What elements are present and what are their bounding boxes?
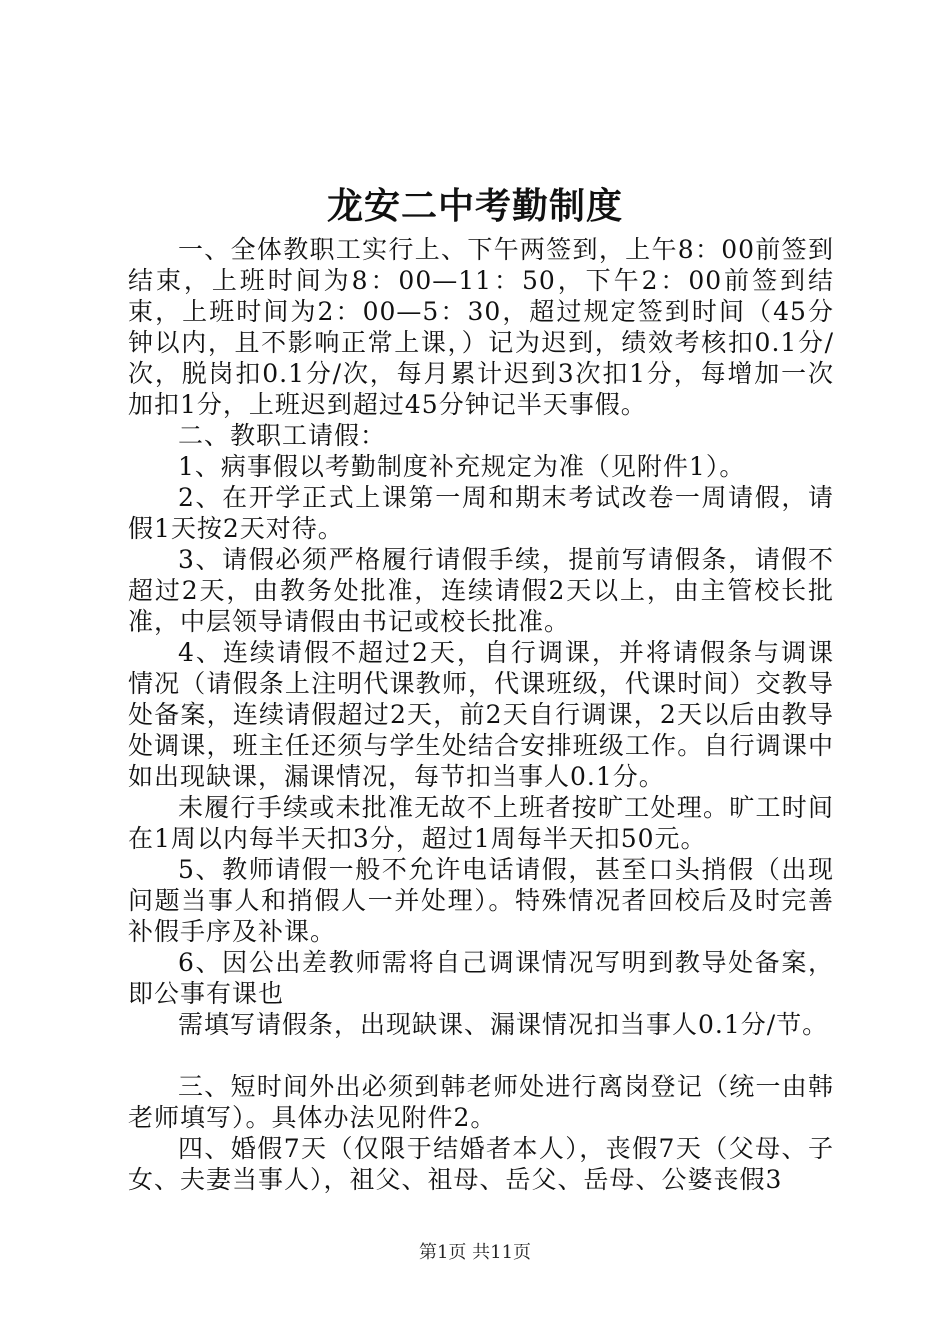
paragraph-leave-item-1: 1、病事假以考勤制度补充规定为准（见附件1）。 — [178, 452, 746, 481]
paragraph-leave-item-6-continued: 需填写请假条，出现缺课、漏课情况扣当事人0.1分/节。 — [178, 1010, 829, 1039]
paragraph-leave-item-4: 4、连续请假不超过2天，自行调课，并将请假条与调课情况（请假条上注明代课教师，代课班级，代课时间）交教导处备案，连续请假超过2天，前2天自行调课，2天以后由教导处调课，班主任还须与学生处结合安排班级工作。自行调课中如出现缺课，漏课情况，每节扣当事人0.1分。 — [128, 638, 834, 791]
document-body — [128, 234, 834, 1195]
page-number-footer: 第1页 共11页 — [418, 1242, 532, 1263]
paragraph-short-absence: 三、短时间外出必须到韩老师处进行离岗登记（统一由韩老师填写）。具体办法见附件2。 — [128, 1072, 834, 1132]
paragraph-leave-heading: 二、教职工请假： — [178, 421, 387, 450]
paragraph-attendance-rules: 一、全体教职工实行上、下午两签到，上午8：00前签到结束，上班时间为8：00—11：50，下午2：00前签到结束，上班时间为2：00—5：30，超过规定签到时间（45分钟以内，且不影响正常上课，）记为迟到，绩效考核扣0.1分/次，脱岗扣0.1分/次，每月累计迟到3次扣1分，每增加一次加扣1分，上班迟到超过45分钟记半天事假。 — [128, 235, 834, 419]
paragraph-leave-item-2: 2、在开学正式上课第一周和期末考试改卷一周请假，请假1天按2天对待。 — [128, 483, 834, 543]
paragraph-leave-item-6: 6、因公出差教师需将自己调课情况写明到教导处备案，即公事有课也 — [128, 948, 834, 1008]
paragraph-leave-item-5: 5、教师请假一般不允许电话请假，甚至口头捎假（出现问题当事人和捎假人一并处理）。特殊情况者回校后及时完善补假手序及补课。 — [128, 855, 834, 946]
paragraph-absence-penalty: 未履行手续或未批准无故不上班者按旷工处理。旷工时间在1周以内每半天扣3分，超过1周每半天扣50元。 — [128, 793, 834, 853]
document-title: 龙安二中考勤制度 — [326, 185, 623, 227]
paragraph-marriage-bereavement-leave: 四、婚假7天（仅限于结婚者本人），丧假7天（父母、子女、夫妻当事人），祖父、祖母、岳父、岳母、公婆丧假3 — [128, 1134, 834, 1194]
paragraph-leave-item-3: 3、请假必须严格履行请假手续，提前写请假条，请假不超过2天，由教务处批准，连续请假2天以上，由主管校长批准，中层领导请假由书记或校长批准。 — [128, 545, 834, 636]
